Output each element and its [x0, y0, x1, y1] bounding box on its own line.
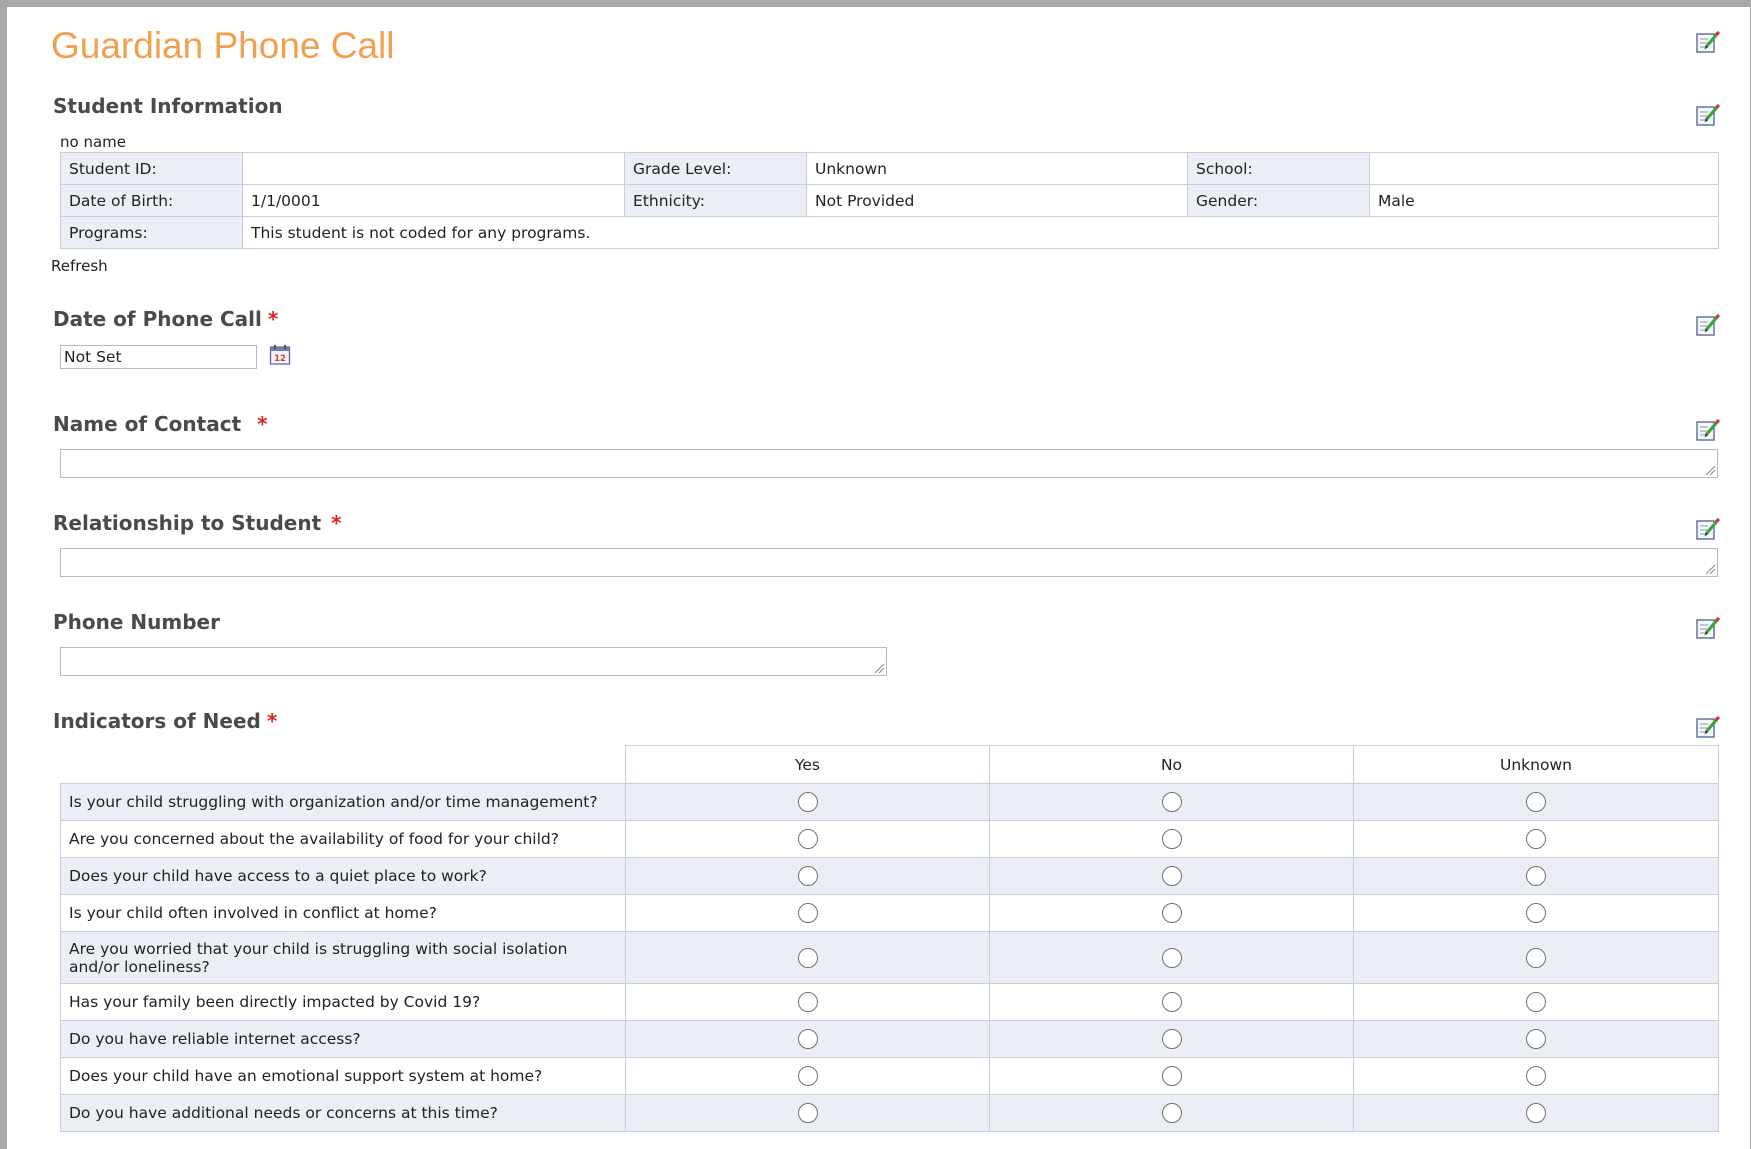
radio-unknown[interactable]	[1526, 792, 1546, 812]
svg-text:12: 12	[274, 354, 286, 364]
student-information-heading: Student Information	[53, 94, 283, 118]
refresh-link[interactable]: Refresh	[51, 257, 108, 275]
radio-cell-yes	[626, 858, 990, 895]
radio-unknown[interactable]	[1526, 903, 1546, 923]
table-row	[61, 1095, 1719, 1132]
resize-grip-icon[interactable]	[873, 662, 885, 674]
radio-unknown[interactable]	[1526, 1103, 1546, 1123]
radio-no[interactable]	[1162, 1029, 1182, 1049]
radio-cell-no	[990, 932, 1354, 984]
resize-grip-icon[interactable]	[1704, 464, 1716, 476]
radio-cell-unknown	[1354, 784, 1719, 821]
radio-yes[interactable]	[798, 829, 818, 849]
question-label: Is your child often involved in conflict at home?	[61, 895, 626, 932]
question-label: Are you worried that your child is struggling with social isolation and/or loneliness?	[61, 932, 626, 984]
column-header-no: No	[990, 746, 1354, 784]
radio-cell-no	[990, 984, 1354, 1021]
edit-icon[interactable]	[1695, 418, 1721, 442]
radio-unknown[interactable]	[1526, 1029, 1546, 1049]
relationship-label: Relationship to Student	[53, 511, 322, 535]
radio-cell-no	[990, 1021, 1354, 1058]
radio-yes[interactable]	[798, 1066, 818, 1086]
required-marker: *	[331, 511, 342, 535]
radio-cell-yes	[626, 1095, 990, 1132]
name-of-contact-label: Name of Contact	[53, 412, 242, 436]
indicators-table-body	[61, 784, 1719, 1132]
radio-cell-yes	[626, 1021, 990, 1058]
table-row	[61, 1058, 1719, 1095]
blank-header	[61, 746, 626, 784]
radio-cell-unknown	[1354, 821, 1719, 858]
question-label: Does your child have access to a quiet place to work?	[61, 858, 626, 895]
radio-cell-no	[990, 821, 1354, 858]
radio-no[interactable]	[1162, 1066, 1182, 1086]
radio-unknown[interactable]	[1526, 948, 1546, 968]
radio-cell-no	[990, 1095, 1354, 1132]
radio-unknown[interactable]	[1526, 829, 1546, 849]
radio-unknown[interactable]	[1526, 992, 1546, 1012]
radio-cell-no	[990, 858, 1354, 895]
school-value	[1370, 153, 1719, 185]
required-marker: *	[257, 412, 268, 436]
question-label: Is your child struggling with organization and/or time management?	[61, 784, 626, 821]
radio-cell-yes	[626, 821, 990, 858]
radio-cell-no	[990, 895, 1354, 932]
edit-icon[interactable]	[1695, 30, 1721, 54]
radio-cell-yes	[626, 984, 990, 1021]
table-row	[61, 784, 1719, 821]
indicators-heading	[53, 709, 277, 733]
table-row	[61, 858, 1719, 895]
radio-cell-unknown	[1354, 858, 1719, 895]
radio-cell-unknown	[1354, 932, 1719, 984]
radio-no[interactable]	[1162, 792, 1182, 812]
radio-cell-no	[990, 1058, 1354, 1095]
student-id-value	[243, 153, 625, 185]
radio-yes[interactable]	[798, 948, 818, 968]
date-of-call-label: Date of Phone Call	[53, 307, 262, 331]
question-label: Do you have additional needs or concerns at this time?	[61, 1095, 626, 1132]
date-input[interactable]: Not Set	[60, 345, 257, 369]
radio-cell-yes	[626, 1058, 990, 1095]
student-id-label: Student ID:	[61, 153, 243, 185]
ethnicity-label: Ethnicity:	[625, 185, 807, 217]
radio-yes[interactable]	[798, 1029, 818, 1049]
dob-label: Date of Birth:	[61, 185, 243, 217]
radio-no[interactable]	[1162, 866, 1182, 886]
radio-cell-yes	[626, 932, 990, 984]
phone-number-textarea[interactable]	[60, 647, 887, 676]
edit-icon[interactable]	[1695, 616, 1721, 640]
form-page	[7, 7, 1750, 1149]
resize-grip-icon[interactable]	[1704, 563, 1716, 575]
edit-icon[interactable]	[1695, 313, 1721, 337]
indicators-label: Indicators of Need	[53, 709, 261, 733]
required-marker: *	[267, 307, 279, 331]
radio-cell-unknown	[1354, 1058, 1719, 1095]
calendar-icon[interactable]	[269, 344, 291, 366]
question-label: Does your child have an emotional support system at home?	[61, 1058, 626, 1095]
student-info-table	[60, 152, 1719, 249]
school-label: School:	[1188, 153, 1370, 185]
grade-level-label: Grade Level:	[625, 153, 807, 185]
gender-value: Male	[1370, 185, 1719, 217]
radio-cell-yes	[626, 895, 990, 932]
name-of-contact-heading	[53, 412, 268, 436]
indicators-table	[60, 745, 1719, 1132]
radio-no[interactable]	[1162, 1103, 1182, 1123]
question-label: Are you concerned about the availability of food for your child?	[61, 821, 626, 858]
radio-unknown[interactable]	[1526, 866, 1546, 886]
radio-no[interactable]	[1162, 903, 1182, 923]
edit-icon[interactable]	[1695, 517, 1721, 541]
table-row	[61, 1021, 1719, 1058]
gender-label: Gender:	[1188, 185, 1370, 217]
radio-no[interactable]	[1162, 992, 1182, 1012]
table-row	[61, 984, 1719, 1021]
dob-value: 1/1/0001	[243, 185, 625, 217]
name-of-contact-textarea[interactable]	[60, 449, 1718, 478]
edit-icon[interactable]	[1695, 103, 1721, 127]
relationship-textarea[interactable]	[60, 548, 1718, 577]
question-label: Has your family been directly impacted by Covid 19?	[61, 984, 626, 1021]
table-row	[61, 932, 1719, 984]
radio-cell-yes	[626, 784, 990, 821]
phone-number-heading: Phone Number	[53, 610, 220, 634]
radio-yes[interactable]	[798, 1103, 818, 1123]
programs-label: Programs:	[61, 217, 243, 249]
column-header-yes: Yes	[626, 746, 990, 784]
radio-unknown[interactable]	[1526, 1066, 1546, 1086]
programs-value: This student is not coded for any programs.	[243, 217, 1719, 249]
radio-yes[interactable]	[798, 792, 818, 812]
date-of-call-heading	[53, 307, 278, 331]
radio-no[interactable]	[1162, 948, 1182, 968]
grade-level-value: Unknown	[807, 153, 1188, 185]
ethnicity-value: Not Provided	[807, 185, 1188, 217]
table-row	[61, 895, 1719, 932]
radio-cell-unknown	[1354, 895, 1719, 932]
page-title: Guardian Phone Call	[51, 25, 395, 66]
column-header-unknown: Unknown	[1354, 746, 1719, 784]
radio-yes[interactable]	[798, 903, 818, 923]
radio-cell-unknown	[1354, 1021, 1719, 1058]
required-marker: *	[266, 709, 278, 733]
radio-cell-unknown	[1354, 984, 1719, 1021]
radio-cell-no	[990, 784, 1354, 821]
edit-icon[interactable]	[1695, 715, 1721, 739]
radio-no[interactable]	[1162, 829, 1182, 849]
question-label: Do you have reliable internet access?	[61, 1021, 626, 1058]
relationship-heading	[53, 511, 342, 535]
student-name: no name	[60, 133, 126, 151]
radio-yes[interactable]	[798, 866, 818, 886]
radio-yes[interactable]	[798, 992, 818, 1012]
radio-cell-unknown	[1354, 1095, 1719, 1132]
table-row	[61, 821, 1719, 858]
